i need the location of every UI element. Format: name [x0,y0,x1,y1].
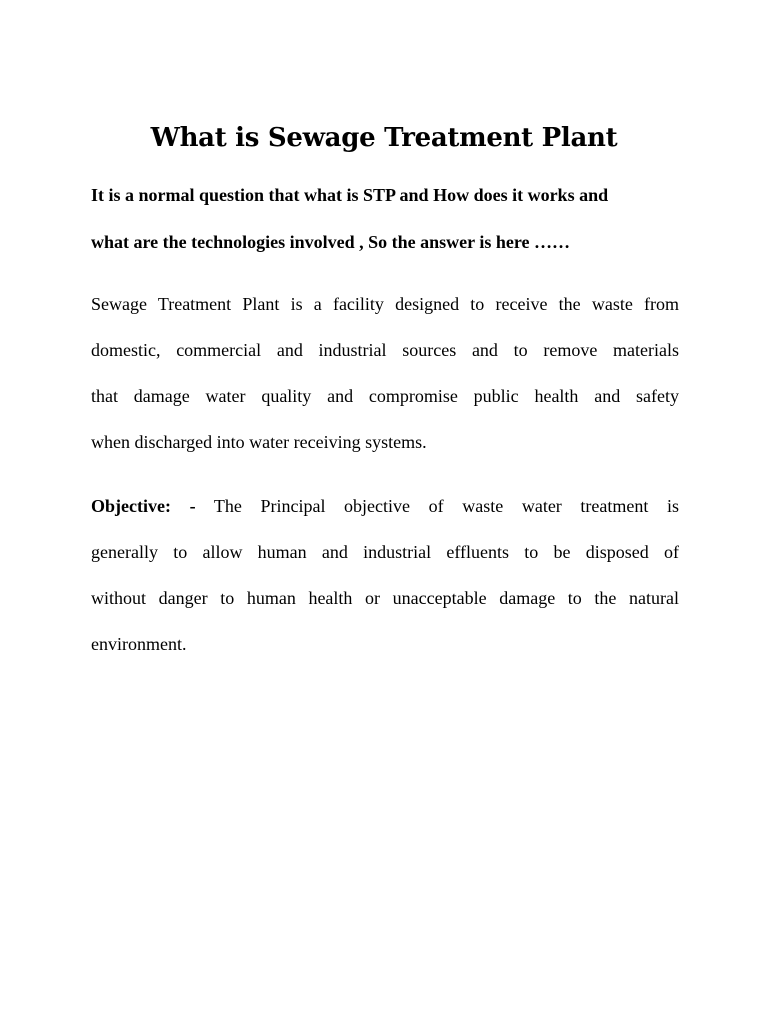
objective-first-line-text: The Principal objective of waste water treatment is [213,496,679,516]
definition-paragraph [91,281,679,465]
intro-paragraph [91,172,679,266]
objective-line: without danger to human health or unacceptable damage to the natural [91,588,679,608]
definition-line: that damage water quality and compromise public health and safety [91,386,679,406]
intro-line: It is a normal question that what is STP and How does it works and [91,185,609,205]
definition-line: when discharged into water receiving systems. [91,432,427,452]
objective-label: Objective: - [91,496,196,516]
document-title: What is Sewage Treatment Plant [150,123,618,153]
objective-first-line [91,483,679,529]
objective-paragraph [91,483,679,667]
objective-line: generally to allow human and industrial effluents to be disposed of [91,542,679,562]
objective-line: environment. [91,634,187,654]
definition-line: Sewage Treatment Plant is a facility designed to receive the waste from [91,294,679,314]
intro-line: what are the technologies involved , So the answer is here …… [91,232,570,252]
definition-line: domestic, commercial and industrial sources and to remove materials [91,340,679,360]
